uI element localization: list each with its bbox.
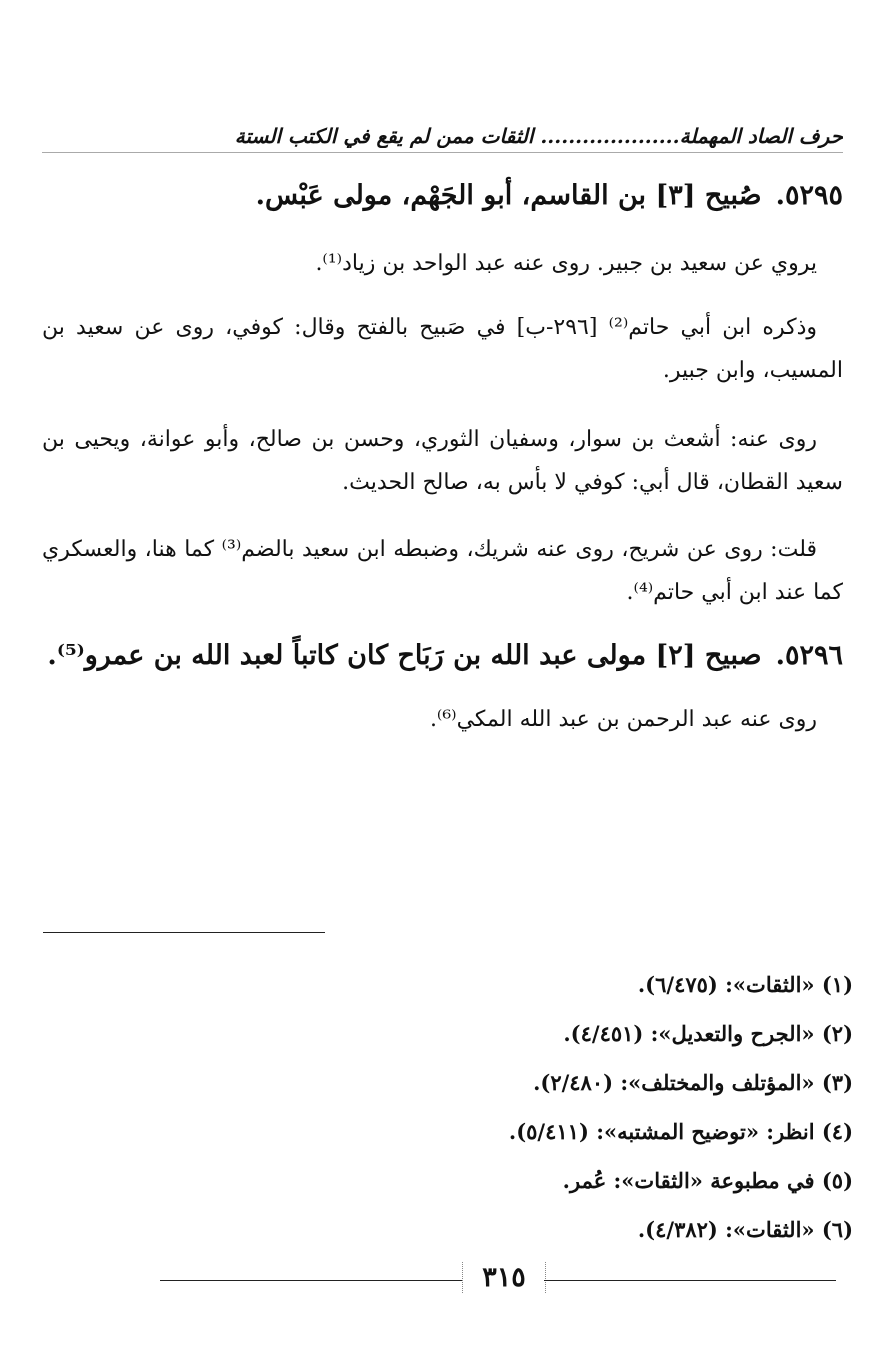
footer-rule-right — [544, 1280, 836, 1281]
footnote: (٥) في مطبوعة «الثقات»: عُمر. — [562, 1168, 853, 1193]
entry-paragraph: روى عنه: أشعث بن سوار، وسفيان الثوري، وحسن بن صالح، وأبو عوانة، ويحيى بن سعيد القطان، قال أبي: كوفي لا بأس به، صالح الحديث. — [42, 427, 843, 495]
page-number: ٣١٥ — [462, 1262, 546, 1293]
footnotes — [42, 960, 853, 1254]
entry-heading — [42, 180, 843, 211]
entry-paragraph: وذكره ابن أبي حاتم⁽²⁾ [٢٩٦-ب] في صَبيح بالفتح وقال: كوفي، روى عن سعيد بن المسيب، وابن جبير. — [42, 315, 843, 383]
running-header: حرف الصاد المهملة.................... الثقات ممن لم يقع في الكتب الستة — [234, 124, 843, 148]
entry-heading-text: صبيح [٢] مولى عبد الله بن رَبَاح كان كاتباً لعبد الله بن عمرو⁽⁵⁾. — [47, 640, 762, 671]
footnote: (٦) «الثقات»: (٤/٣٨٢). — [637, 1217, 853, 1242]
footnote: (٣) «المؤتلف والمختلف»: (٢/٤٨٠). — [533, 1070, 853, 1095]
header-rule — [42, 152, 843, 153]
entry-number: ٥٢٩٥. — [775, 180, 843, 211]
entry-paragraph: روى عنه عبد الرحمن بن عبد الله المكي⁽⁶⁾. — [429, 707, 817, 732]
entry-paragraph: قلت: روى عن شريح، روى عنه شريك، وضبطه ابن سعيد بالضم⁽³⁾ كما هنا، والعسكري كما عند ابن أبي حاتم⁽⁴⁾. — [42, 537, 843, 605]
footnote-separator — [43, 932, 325, 933]
footnote: (١) «الثقات»: (٦/٤٧٥). — [637, 972, 853, 997]
entry-heading — [42, 640, 843, 671]
footnote: (٢) «الجرح والتعديل»: (٤/٤٥١). — [563, 1021, 853, 1046]
entry-number: ٥٢٩٦. — [775, 640, 843, 671]
entry-heading-text: صُبيح [٣] بن القاسم، أبو الجَهْم، مولى عَبْس. — [255, 180, 762, 211]
entry-paragraph: يروي عن سعيد بن جبير. روى عنه عبد الواحد بن زياد⁽¹⁾. — [315, 251, 817, 276]
footer-rule-left — [160, 1280, 462, 1281]
footnote: (٤) انظر: «توضيح المشتبه»: (٥/٤١١). — [508, 1119, 853, 1144]
